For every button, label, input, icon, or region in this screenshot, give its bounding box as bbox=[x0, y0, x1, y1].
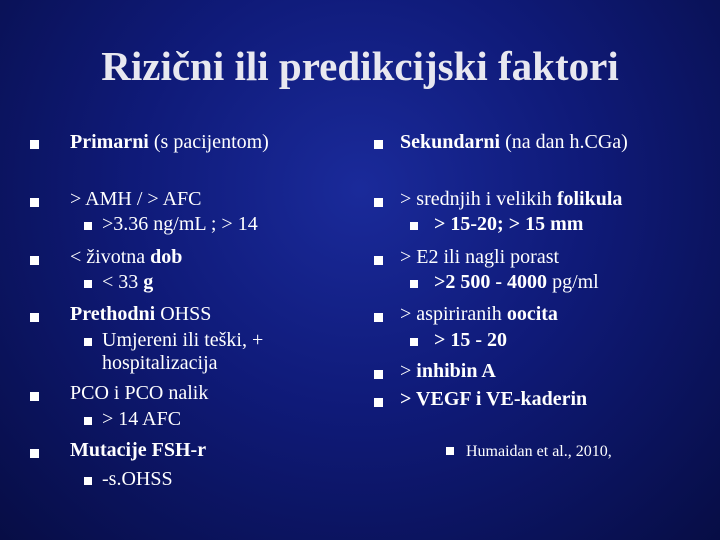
e2-item: > E2 ili nagli porast bbox=[400, 246, 560, 268]
age-item: < životna dob bbox=[70, 246, 183, 268]
bullet-icon bbox=[374, 140, 383, 149]
bullet-icon bbox=[374, 198, 383, 207]
sub-bullet-icon bbox=[410, 222, 418, 230]
sub-bullet-icon bbox=[84, 280, 92, 288]
ohss-sub-1: Umjereni ili teški, + bbox=[102, 329, 264, 351]
bullet-icon bbox=[30, 140, 39, 149]
amh-sub: >3.36 ng/mL ; > 14 bbox=[102, 213, 258, 235]
aspirated-item: > aspiriranih oocita bbox=[400, 303, 558, 325]
sub-bullet-icon bbox=[84, 417, 92, 425]
sub-bullet-icon bbox=[84, 338, 92, 346]
sub-bullet-icon bbox=[84, 477, 92, 485]
citation: Humaidan et al., 2010, bbox=[466, 443, 612, 460]
bullet-icon bbox=[374, 313, 383, 322]
pco-item: PCO i PCO nalik bbox=[70, 382, 209, 404]
bullet-icon bbox=[30, 313, 39, 322]
follicle-item: > srednjih i velikih folikula bbox=[400, 188, 623, 210]
sub-bullet-icon bbox=[410, 280, 418, 288]
sub-bullet-icon bbox=[410, 338, 418, 346]
bullet-icon bbox=[30, 449, 39, 458]
amh-item: > AMH / > AFC bbox=[70, 188, 202, 210]
follicle-sub: > 15-20; > 15 mm bbox=[434, 213, 584, 235]
slide-title: Rizični ili predikcijski faktori bbox=[101, 43, 619, 89]
aspirated-sub: > 15 - 20 bbox=[434, 329, 508, 351]
sub-bullet-icon bbox=[446, 447, 454, 455]
bullet-icon bbox=[374, 398, 383, 407]
ohss-item: Prethodni OHSS bbox=[70, 303, 212, 325]
fsh-sub: -s.OHSS bbox=[102, 468, 173, 490]
bullet-icon bbox=[374, 370, 383, 379]
pco-sub: > 14 AFC bbox=[102, 408, 182, 430]
e2-sub: >2 500 - 4000 pg/ml bbox=[434, 271, 599, 293]
ohss-sub-2: hospitalizacija bbox=[102, 352, 218, 374]
secondary-heading: Sekundarni (na dan h.CGa) bbox=[400, 131, 628, 153]
age-sub: < 33 g bbox=[102, 271, 154, 293]
bullet-icon bbox=[374, 256, 383, 265]
bullet-icon bbox=[30, 392, 39, 401]
fsh-item: Mutacije FSH-r bbox=[70, 439, 207, 461]
sub-bullet-icon bbox=[84, 222, 92, 230]
bullet-icon bbox=[30, 256, 39, 265]
inhibin-item: > inhibin A bbox=[400, 360, 496, 382]
vegf-item: > VEGF i VE-kaderin bbox=[400, 388, 588, 410]
bullet-icon bbox=[30, 198, 39, 207]
primary-heading: Primarni (s pacijentom) bbox=[70, 131, 269, 153]
